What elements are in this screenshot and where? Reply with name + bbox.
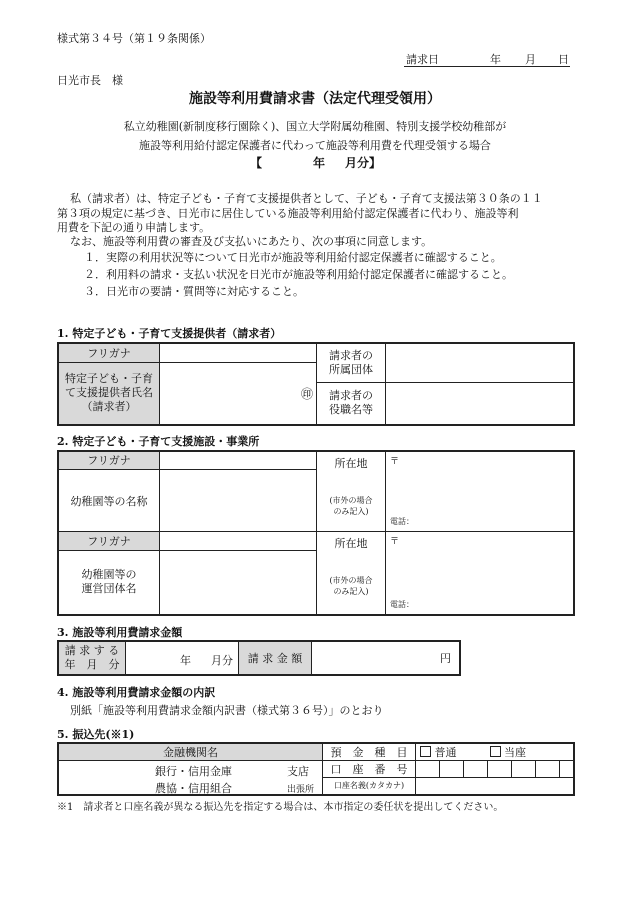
operator-location-input[interactable]: [386, 532, 575, 615]
account-digit-2[interactable]: [440, 761, 464, 778]
operator-phone: 電話：: [390, 600, 414, 609]
title-label-line-1: 請求者の: [329, 389, 373, 403]
coop-label: 農協・信用組合: [155, 782, 232, 795]
request-date-line: [404, 51, 570, 67]
section-1-heading: 1. 特定子ども・子育て支援提供者（請求者）: [57, 327, 282, 340]
requester-title-label: [317, 382, 386, 425]
account-digit-7[interactable]: [560, 761, 575, 778]
request-date-year: 年: [490, 53, 501, 66]
toza-checkbox[interactable]: [490, 746, 501, 757]
consent-item-2: ２．利用料の請求・支払い状況を日光市が施設等利用給付認定保護者に確認すること。: [84, 268, 513, 281]
requester-org-input[interactable]: [386, 343, 575, 382]
operator-postal: 〒: [390, 537, 400, 548]
title-label-line-2: 役職名等: [329, 403, 373, 417]
period-label: [58, 641, 126, 675]
form-number: 様式第３４号（第１９条関係）: [57, 32, 211, 45]
consent-item-3: ３．日光市の要請・質問等に対応すること。: [84, 285, 304, 298]
period-open: 【: [250, 156, 263, 170]
period-year-unit: 年: [180, 654, 191, 667]
period-input[interactable]: [126, 641, 239, 675]
facility-postal: 〒: [390, 457, 400, 467]
page-title: 施設等利用費請求書（法定代理受領用）: [189, 91, 441, 107]
account-digit-6[interactable]: [536, 761, 560, 778]
amount-label: 請 求 金 額: [239, 641, 312, 675]
amount-table: [57, 640, 461, 676]
account-digit-3[interactable]: [464, 761, 488, 778]
futsu-label: 普通: [434, 746, 457, 759]
intro-line-1: 私（請求者）は、特定子ども・子育て支援提供者として、子ども・子育て支援法第３０条の１１: [70, 192, 543, 205]
name-label-line-3: （請求者）: [81, 400, 137, 414]
facility-furigana-label: フリガナ: [58, 451, 160, 469]
institution-input[interactable]: [58, 761, 323, 795]
facility-name-label: 幼稚園等の名称: [58, 469, 160, 532]
facility-location-input[interactable]: [386, 451, 575, 532]
facility-furigana-input[interactable]: [160, 451, 317, 469]
provider-furigana-label: フリガナ: [58, 343, 160, 362]
provider-furigana-input[interactable]: [160, 343, 317, 362]
provider-name-input[interactable]: [160, 362, 317, 425]
deposit-type-options: [416, 743, 575, 761]
section-5-heading: 5. 振込先(※1): [57, 728, 135, 741]
futsu-checkbox[interactable]: [420, 746, 431, 757]
operator-furigana-input[interactable]: [160, 532, 317, 550]
period-month: 月分】: [345, 156, 382, 170]
provider-table: [57, 342, 575, 426]
period-label-line-2: 年 月 分: [64, 658, 120, 671]
operator-label-line-2: 運営団体名: [81, 582, 137, 596]
operator-location-label: [317, 532, 386, 615]
org-label-line-1: 請求者の: [329, 348, 373, 362]
breakdown-text: 別紙「施設等利用費請求金額内訳書（様式第３６号）」のとおり: [70, 704, 384, 717]
period-month-unit: 月分: [211, 654, 233, 667]
request-date-label: 請求日: [406, 53, 439, 66]
bank-label: 銀行・信用金庫: [155, 765, 232, 778]
toza-label: 当座: [504, 746, 526, 759]
facility-location-title: 所在地: [334, 457, 368, 470]
operator-label-line-1: 幼稚園等の: [81, 568, 137, 582]
period-year: 年: [313, 156, 326, 170]
seal-mark: ㊞: [300, 386, 313, 401]
request-date-day: 日: [558, 53, 569, 66]
amount-input[interactable]: [312, 641, 461, 675]
section-4-heading: 4. 施設等利用費請求金額の内訳: [57, 686, 216, 699]
consent-item-1: １．実際の利用状況等について日光市が施設等利用給付認定保護者に確認すること。: [84, 251, 502, 264]
account-digit-4[interactable]: [488, 761, 512, 778]
subtitle-line-2: 施設等利用給付認定保護者に代わって施設等利用費を代理受領する場合: [139, 139, 491, 152]
addressee: 日光市長 様: [57, 74, 123, 87]
facility-table: [57, 450, 575, 616]
facility-outside-1: (市外の場合: [329, 496, 373, 505]
intro-consent: なお、施設等利用費の審査及び支払いにあたり、次の事項に同意します。: [70, 235, 433, 248]
org-label-line-2: 所属団体: [329, 362, 373, 376]
institution-label: 金融機関名: [58, 743, 323, 761]
section-3-heading: 3. 施設等利用費請求金額: [57, 626, 183, 639]
name-label-line-1: 特定子ども・子育: [65, 372, 153, 386]
intro-line-2: 第３項の規定に基づき、日光市に居住している施設等利用給付認定保護者に代わり、施設等利: [57, 207, 519, 220]
account-digit-5[interactable]: [512, 761, 536, 778]
request-date-month: 月: [525, 53, 536, 66]
bank-table: [57, 742, 575, 796]
operator-furigana-label: フリガナ: [58, 532, 160, 550]
section-2-heading: 2. 特定子ども・子育て支援施設・事業所: [57, 435, 260, 448]
subtitle-line-1: 私立幼稚園(新制度移行園除く)、国立大学附属幼稚園、特別支援学校幼稚部が: [123, 120, 507, 133]
name-label-line-2: て支援提供者氏名: [65, 386, 153, 400]
facility-name-input[interactable]: [160, 469, 317, 532]
operator-outside-1: (市外の場合: [329, 576, 373, 586]
yen-unit: 円: [440, 652, 451, 665]
facility-location-label: [317, 451, 386, 532]
intro-line-3: 用費を下記の通り申請します。: [57, 221, 211, 234]
office-label: 出張所: [287, 785, 315, 795]
account-digit-1[interactable]: [416, 761, 440, 778]
deposit-type-label: 預 金 種 目: [323, 743, 416, 761]
operator-name-input[interactable]: [160, 550, 317, 615]
branch-label: 支店: [287, 765, 309, 778]
footnote: ※1 請求者と口座名義が異なる振込先を指定する場合は、本市指定の委任状を提出してください。: [57, 802, 504, 813]
facility-phone: 電話：: [390, 517, 414, 527]
facility-outside-2: のみ記入): [333, 507, 369, 516]
operator-location-title: 所在地: [334, 537, 368, 551]
provider-name-label: [58, 362, 160, 425]
requester-title-input[interactable]: [386, 382, 575, 425]
requester-org-label: [317, 343, 386, 382]
operator-name-label: [58, 550, 160, 615]
account-holder-input[interactable]: [416, 778, 575, 795]
operator-outside-2: のみ記入): [333, 587, 369, 597]
account-number-label: 口 座 番 号: [323, 761, 416, 778]
period-label-line-1: 請 求 す る: [64, 644, 120, 657]
account-holder-label: 口座名義(カタカナ): [323, 778, 416, 795]
